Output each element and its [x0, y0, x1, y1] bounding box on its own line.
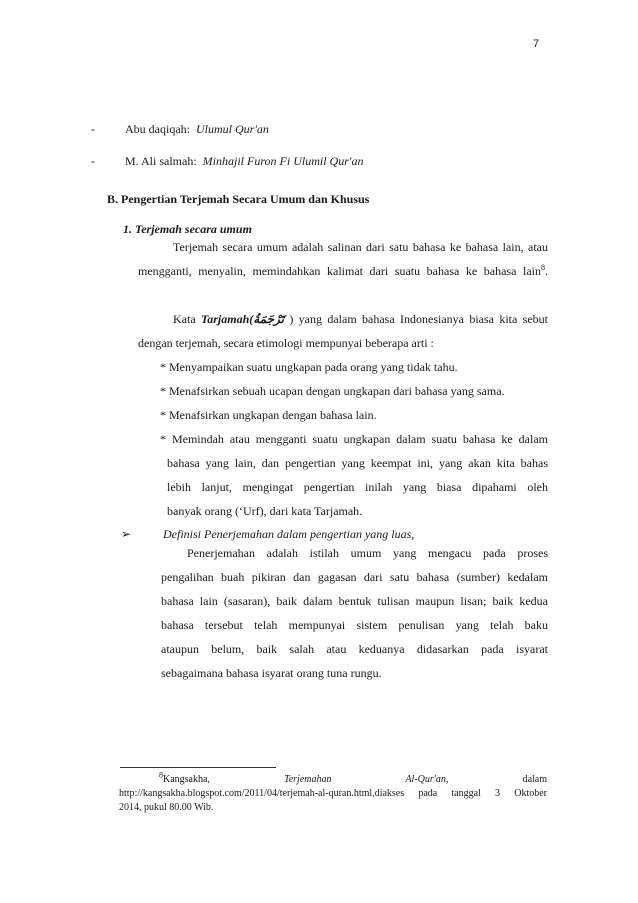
meaning-item: * Menyampaikan suatu ungkapan pada orang yang tidak tahu. [160, 360, 458, 374]
paragraph-line: sebagaimana bahasa isyarat orang tuna rungu. [161, 666, 382, 680]
footnote-text: dalam [522, 774, 547, 785]
reference-author: M. Ali salmah: [125, 154, 197, 168]
footnote-title: Terjemahan Al-Qur'an, [284, 774, 449, 785]
paragraph-text: mengganti, menyalin, memindahkan kalimat dari suatu bahasa ke bahasa lain [138, 264, 541, 278]
paragraph-text: Kata [173, 312, 196, 326]
footnote-line [119, 770, 547, 787]
paragraph-line: lebih lanjut, mengingat pengertian inilah yang biasa dipahami oleh [167, 480, 548, 494]
meaning-item-continuation [167, 451, 548, 523]
reference-title: Ulumul Qur'an [196, 122, 269, 136]
footnote-number: 8 [159, 770, 163, 780]
page-number: 7 [533, 38, 540, 50]
meaning-item [160, 427, 548, 451]
reference-title: Minhajil Furon Fi Ulumil Qur'an [202, 154, 364, 168]
footnote [119, 770, 547, 815]
paragraph-line: Penerjemahan adalah istilah umum yang mengacu pada proses [187, 546, 548, 560]
definition-paragraph [161, 541, 548, 685]
footnote-divider [120, 767, 276, 768]
footnote-author: Kangsakha, [163, 774, 210, 785]
paragraph-line: pengalihan buah pikiran dan gagasan dari satu bahasa (sumber) kedalam [161, 570, 548, 584]
paragraph-line: ataupun belum, baik salah atau keduanya didasarkan pada isyarat [161, 642, 548, 656]
term-tarjamah: Tarjamah( [201, 312, 254, 326]
definition-title [163, 527, 414, 542]
paragraph-text: . [545, 264, 548, 278]
arabic-term: تَرْجَمَةُ [253, 312, 284, 326]
reference-author: Abu daqiqah: [125, 122, 190, 136]
arrow-bullet-icon: ➢ [121, 527, 132, 541]
paragraph-line [138, 259, 548, 283]
paragraph-line: dengan terjemah, secara etimologi mempunyai beberapa arti : [138, 336, 434, 350]
paragraph-definition [138, 235, 548, 283]
meaning-item: * Menafsirkan ungkapan dengan bahasa lain. [160, 408, 377, 422]
paragraph-line: bahasa tersebut telah mempunyai sistem penulisan yang telah baku [161, 618, 548, 632]
definition-title-end: , [411, 527, 415, 541]
list-dash: - [91, 122, 95, 136]
footnote-ref: 8 [541, 263, 545, 272]
paragraph-text: ) yang dalam bahasa Indonesianya biasa kita sebut [289, 312, 548, 326]
footnote-link: http://kangsakha.blogspot.com/2011/04/terjemah-al-quran.html,diakses pada tanggal 3 Oktober [119, 788, 547, 799]
paragraph-line: Terjemah secara umum adalah salinan dari satu bahasa ke bahasa lain, atau [173, 240, 548, 254]
footnote-line: 2014, pukul 80.00 Wib. [119, 802, 214, 813]
reference-item [91, 122, 269, 137]
subsection-heading: 1. Terjemah secara umum [123, 222, 252, 236]
paragraph-line: banyak orang (‘Urf), dari kata Tarjamah. [167, 504, 363, 518]
reference-item [91, 154, 363, 169]
paragraph-line: bahasa lain (sasaran), baik dalam bentuk tulisan maupun lisan; baik kedua [161, 594, 548, 608]
meaning-item: * Menafsirkan sebuah ucapan dengan ungkapan dari bahasa yang sama. [160, 384, 505, 398]
list-dash: - [91, 154, 95, 168]
paragraph-line: * Memindah atau mengganti suatu ungkapan dalam suatu bahasa ke dalam [160, 432, 548, 446]
paragraph-line [138, 307, 548, 331]
definition-title-text: Definisi Penerjemahan dalam pengertian yang luas [163, 527, 412, 541]
section-heading: B. Pengertian Terjemah Secara Umum dan Khusus [107, 192, 370, 206]
paragraph-line: bahasa yang lain, dan pengertian yang keempat ini, yang akan kita bahas [167, 456, 548, 470]
paragraph-etymology [138, 307, 548, 355]
